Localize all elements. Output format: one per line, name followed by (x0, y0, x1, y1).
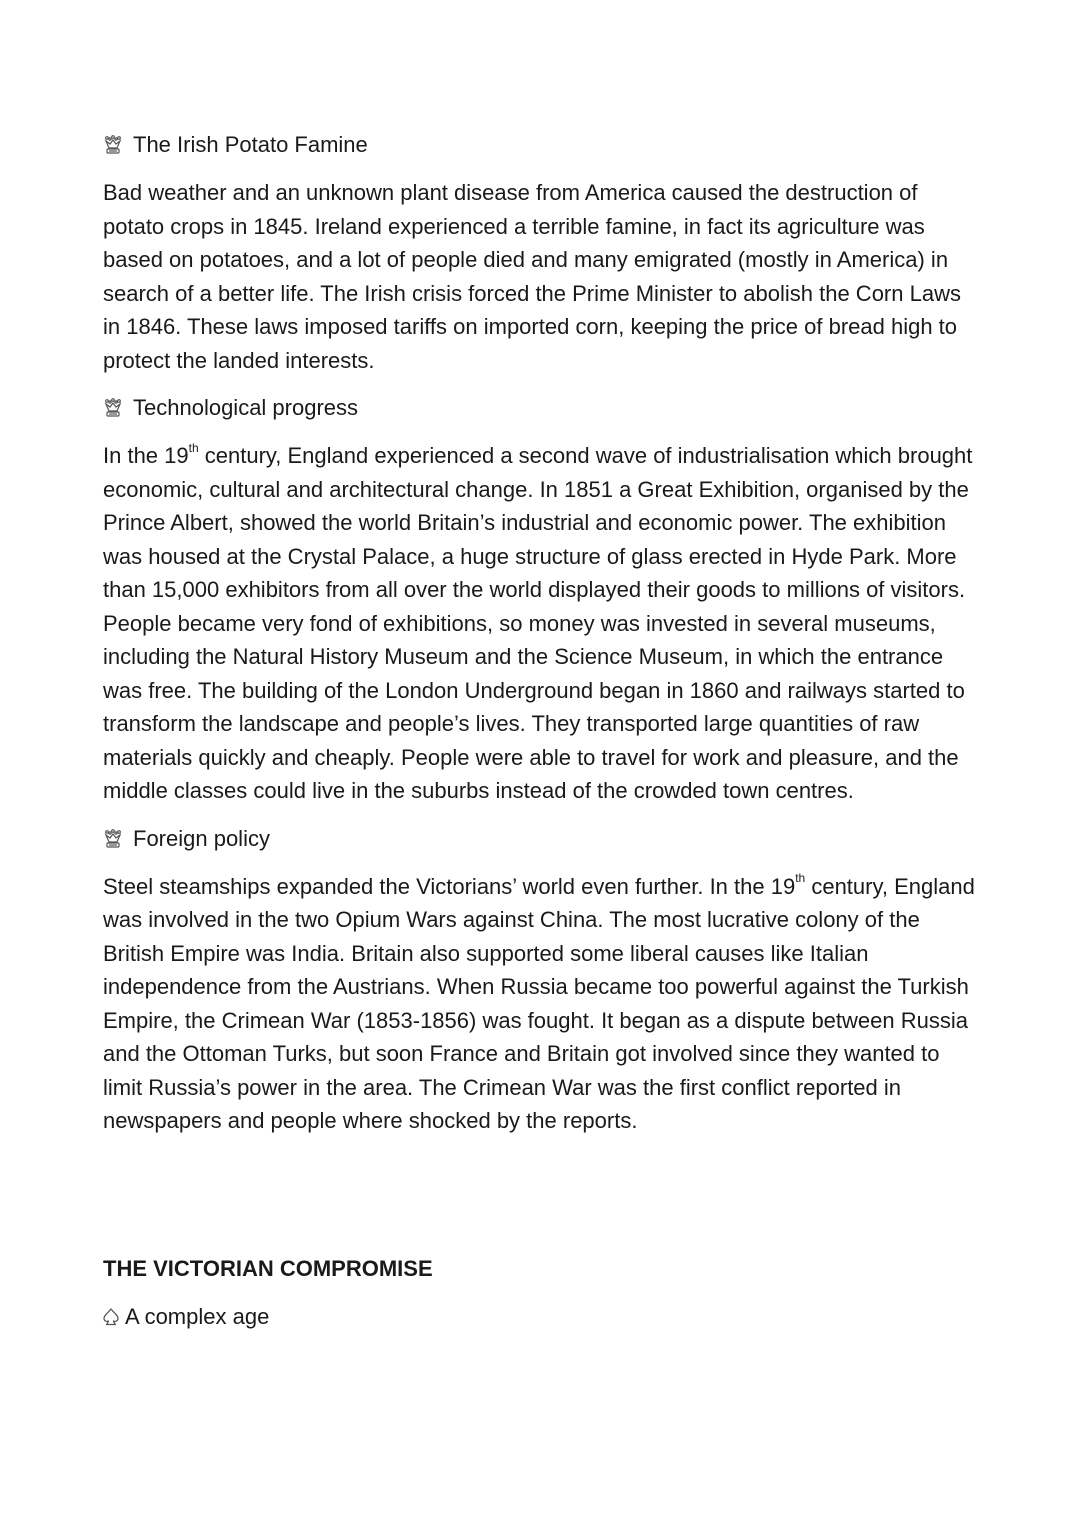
ordinal-suffix: th (188, 440, 199, 455)
paragraph-text-after: century, England experienced a second wave of industrialisation which brought economic, cultural and architectural change. In 1851 a Great Exhibition, organised by the Prince Albert, showed the world Britain’s industrial and economic power. The exhibition was housed at the Crystal Palace, a huge structure of glass erected in Hyde Park. More than 15,000 exhibitors from all over the world displayed their goods to millions of visitors. People became very fond of exhibitions, so money was invested in several museums, including the Natural History Museum and the Science Museum, in which the entrance was free. The building of the London Underground began in 1860 and railways started to transform the landscape and people’s lives. They transported large quantities of raw materials quickly and cheaply. People were able to travel for work and pleasure, and the middle classes could live in the suburbs instead of the crowded town centres. (103, 443, 973, 803)
section-heading-text: Technological progress (133, 395, 359, 420)
document-page (103, 128, 983, 1348)
paragraph-text-before: In the 19 (103, 443, 189, 468)
subheading-complex-age (103, 1300, 983, 1334)
paragraph-text-after: century, England was involved in the two Opium Wars against China. The most lucrative colony of the British Empire was India. Britain also supported some liberal causes like Italian independence from the Austrians. When Russia became too powerful against the Turkish Empire, the Crimean War (1853-1856) was fought. It began as a dispute between Russia and the Ottoman Turks, but soon France and Britain got involved since they wanted to limit Russia’s power in the area. The Crimean War was the first conflict reported in newspapers and people where shocked by the reports. (103, 873, 975, 1133)
section-heading-technological-progress (103, 391, 983, 425)
crown-icon (103, 398, 123, 418)
chapter-title: THE VICTORIAN COMPROMISE (103, 1255, 433, 1281)
section-heading-irish-potato-famine (103, 128, 983, 162)
section-heading-text: Foreign policy (133, 825, 270, 851)
section-paragraph-irish-potato-famine: Bad weather and an unknown plant disease from America caused the destruction of potato crops in 1845. Ireland experienced a terrible famine, in fact its agriculture was based on potatoes, and a lot of people died and many emigrated (mostly in America) in search of a better life. The Irish crisis forced the Prime Minister to abolish the Corn Laws in 1846. These laws imposed tariffs on imported corn, keeping the price of bread high to protect the landed interests. (103, 180, 961, 373)
ordinal-suffix: th (795, 871, 806, 886)
paragraph-text-before: Steel steamships expanded the Victorians’ world even further. In the 19 (103, 873, 796, 899)
section-paragraph-technological-progress (103, 439, 983, 808)
section-heading-foreign-policy (103, 822, 983, 856)
subheading-text: A complex age (125, 1303, 270, 1329)
crown-icon (103, 829, 123, 849)
section-heading-text: The Irish Potato Famine (133, 132, 368, 157)
section-paragraph-foreign-policy (103, 870, 983, 1138)
crown-icon (103, 135, 123, 155)
spade-outline-icon (103, 1308, 119, 1326)
